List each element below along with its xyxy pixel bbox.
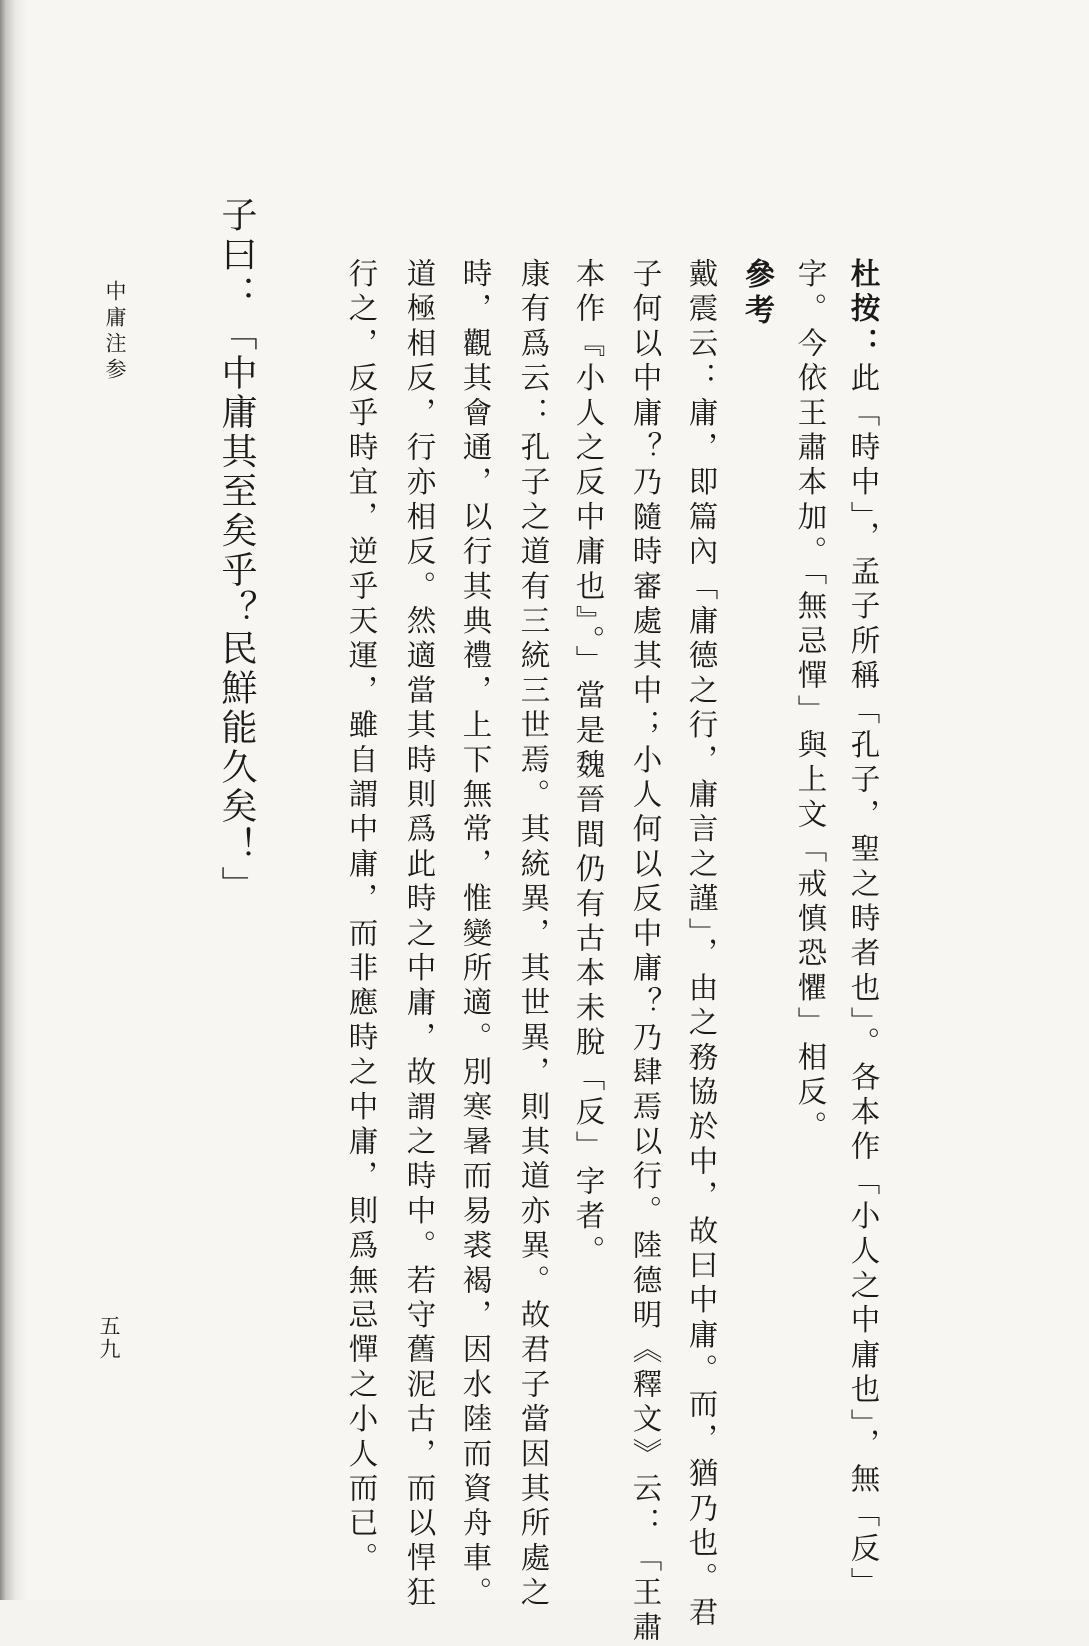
running-head: 中庸注参 [103, 280, 127, 384]
note-label: 杜按： [846, 258, 882, 363]
note-column-1 [846, 258, 882, 1602]
reference-line-6: 道極相反，行亦相反。然適當其時則爲此時之中庸，故謂之時中。若守舊泥古，而以悍狂 [402, 258, 437, 1612]
page-number: 五九 [97, 1315, 121, 1361]
reference-line-2: 子何以中庸？乃隨時審處其中；小人何以反中庸？乃肆焉以行。陸德明《釋文》云：「王肅 [628, 258, 663, 1646]
reference-line-4: 康有爲云：孔子之道有三統三世焉。其統異，其世異，則其道亦異。故君子當因其所處之 [516, 258, 551, 1612]
page-edge-shadow [0, 0, 28, 1600]
reference-heading: 參考 [739, 258, 774, 330]
note-column-2 [793, 258, 828, 1146]
note-line-2: 字。今依王肅本加。「無忌憚」與上文「戒慎恐懼」相反。 [793, 258, 828, 1146]
reference-line-5: 時，觀其會通，以行其典禮，上下無常，惟變所適。別寒暑而易裘褐，因水陸而資舟車。 [458, 258, 493, 1612]
reference-line-1: 戴震云：庸，即篇內「庸德之行，庸言之謹」，由之務協於中，故曰中庸。而，猶乃也。君 [684, 258, 719, 1632]
reference-line-3: 本作『小人之反中庸也』。」當是魏晉間仍有古本未脫「反」字者。 [571, 258, 606, 1270]
main-quote: 子曰：「中庸其至矣乎？民鮮能久矣！」 [216, 196, 257, 906]
reference-line-7: 行之，反乎時宜，逆乎天運，雖自謂中庸，而非應時之中庸，則爲無忌憚之小人而已。 [344, 258, 379, 1577]
note-line-1: 此「時中」，孟子所稱「孔子，聖之時者也」。各本作「小人之中庸也」，無「反」 [846, 362, 881, 1602]
